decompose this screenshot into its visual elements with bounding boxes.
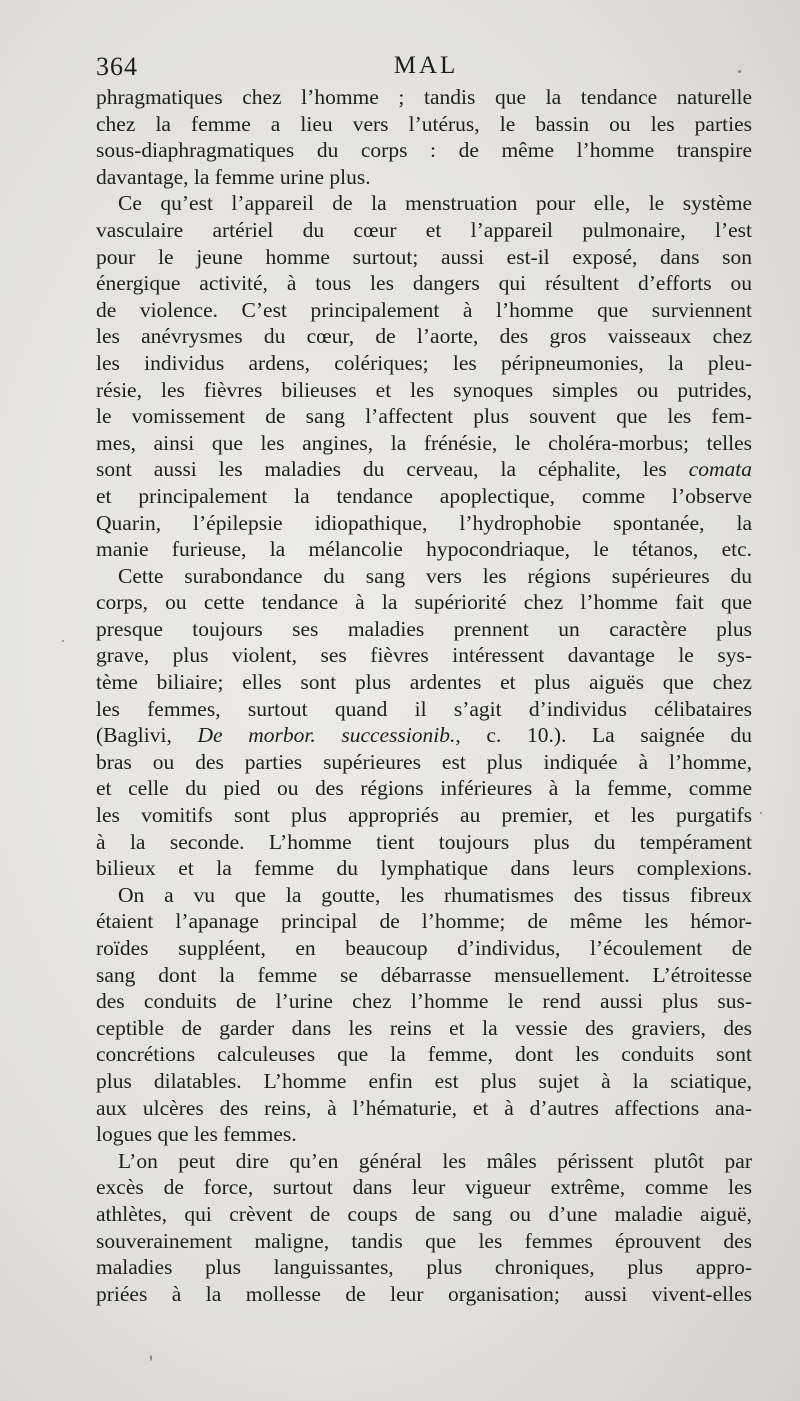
text-line: de violence. C’est principalement à l’homme que surviennent	[96, 297, 752, 322]
text-line: souverainement maligne, tandis que les femmes éprouvent des	[96, 1228, 752, 1253]
text-line: étaient l’apanage principal de l’homme; de même les hémor-	[96, 909, 752, 934]
page-header	[96, 48, 756, 84]
text-line: athlètes, qui crèvent de coups de sang ou d’une maladie aiguë,	[96, 1201, 752, 1226]
text-line: mes, ainsi que les angines, la frénésie, le choléra-morbus; telles	[96, 430, 752, 455]
text-line: chez la femme a lieu vers l’utérus, le bassin ou les parties	[96, 111, 752, 136]
text-line: et celle du pied ou des régions inférieures à la femme, comme	[96, 776, 752, 801]
text-line: des conduits de l’urine chez l’homme le rend aussi plus sus-	[96, 989, 752, 1014]
text-line: presque toujours ses maladies prennent un caractère plus	[96, 616, 752, 641]
text-line: roïdes suppléent, en beaucoup d’individus, l’écoulement de	[96, 936, 752, 960]
paper-speck	[760, 812, 762, 814]
text-line: (Baglivi, De morbor. successionib., c. 10.). La saignée du	[96, 723, 752, 748]
body-text	[96, 84, 752, 1307]
text-line: Ce qu’est l’appareil de la menstruation pour elle, le système	[118, 191, 752, 216]
text-line: et principalement la tendance apoplectique, comme l’observe	[96, 483, 752, 508]
running-head: MAL	[393, 52, 459, 79]
text-line: sous-diaphragmatiques du corps : de même l’homme transpire	[96, 138, 752, 163]
text-line: résie, les fièvres bilieuses et les synoques simples ou putrides,	[96, 377, 752, 402]
text-line: Cette surabondance du sang vers les régions supérieures du	[118, 563, 752, 588]
text-line: grave, plus violent, ses fièvres intéressent davantage le sys-	[96, 643, 752, 668]
text-line: aux ulcères des reins, à l’hématurie, et à d’autres affections ana-	[96, 1095, 752, 1120]
text-line: tème biliaire; elles sont plus ardentes et plus aiguës que chez	[96, 670, 752, 695]
text-line: le vomissement de sang l’affectent plus souvent que les fem-	[96, 404, 752, 429]
text-line: vasculaire artériel du cœur et l’appareil pulmonaire, l’est	[96, 217, 752, 242]
text-line: sang dont la femme se débarrasse mensuellement. L’étroitesse	[96, 962, 752, 987]
text-line: ceptible de garder dans les reins et la vessie des graviers, des	[96, 1015, 752, 1040]
text-line: les femmes, surtout quand il s’agit d’individus célibataires	[96, 696, 752, 721]
text-line: phragmatiques chez l’homme ; tandis que la tendance naturelle	[96, 85, 752, 109]
text-line: bilieux et la femme du lymphatique dans leurs complexions.	[96, 856, 752, 881]
text-line: logues que les femmes.	[96, 1122, 297, 1147]
text-line: les individus ardens, colériques; les péripneumonies, la pleu-	[96, 350, 752, 375]
text-line: bras ou des parties supérieures est plus indiquée à l’homme,	[96, 749, 752, 774]
text-line: plus dilatables. L’homme enfin est plus sujet à la sciatique,	[96, 1068, 752, 1093]
paper-speck	[738, 70, 741, 73]
text-line: Quarin, l’épilepsie idiopathique, l’hydrophobie spontanée, la	[96, 510, 752, 535]
paper-speck	[62, 640, 64, 642]
text-line: On a vu que la goutte, les rhumatismes des tissus fibreux	[118, 882, 752, 907]
text-line: sont aussi les maladies du cerveau, la céphalite, les comata	[96, 457, 752, 482]
text-line: les anévrysmes du cœur, de l’aorte, des gros vaisseaux chez	[96, 324, 752, 349]
text-line: excès de force, surtout dans leur vigueur extrême, comme les	[96, 1175, 752, 1200]
text-line: pour le jeune homme surtout; aussi est-il exposé, dans son	[96, 244, 752, 269]
text-line: les vomitifs sont plus appropriés au premier, et les purgatifs	[96, 803, 752, 828]
text-line: priées à la mollesse de leur organisation; aussi vivent-elles	[96, 1281, 752, 1306]
paper-speck	[150, 1355, 152, 1361]
text-line: L’on peut dire qu’en général les mâles périssent plutôt par	[118, 1148, 752, 1173]
text-line: énergique activité, à tous les dangers qui résultent d’efforts ou	[96, 271, 752, 296]
text-line: corps, ou cette tendance à la supériorité chez l’homme fait que	[96, 590, 752, 615]
text-line: davantage, la femme urine plus.	[96, 164, 371, 189]
text-line: manie furieuse, la mélancolie hypocondriaque, le tétanos, etc.	[96, 537, 752, 562]
text-line: à la seconde. L’homme tient toujours plus du tempérament	[96, 829, 752, 854]
text-line: maladies plus languissantes, plus chroniques, plus appro-	[96, 1255, 752, 1280]
text-line: concrétions calculeuses que la femme, dont les conduits sont	[96, 1042, 752, 1067]
page-number: 364	[96, 52, 138, 81]
